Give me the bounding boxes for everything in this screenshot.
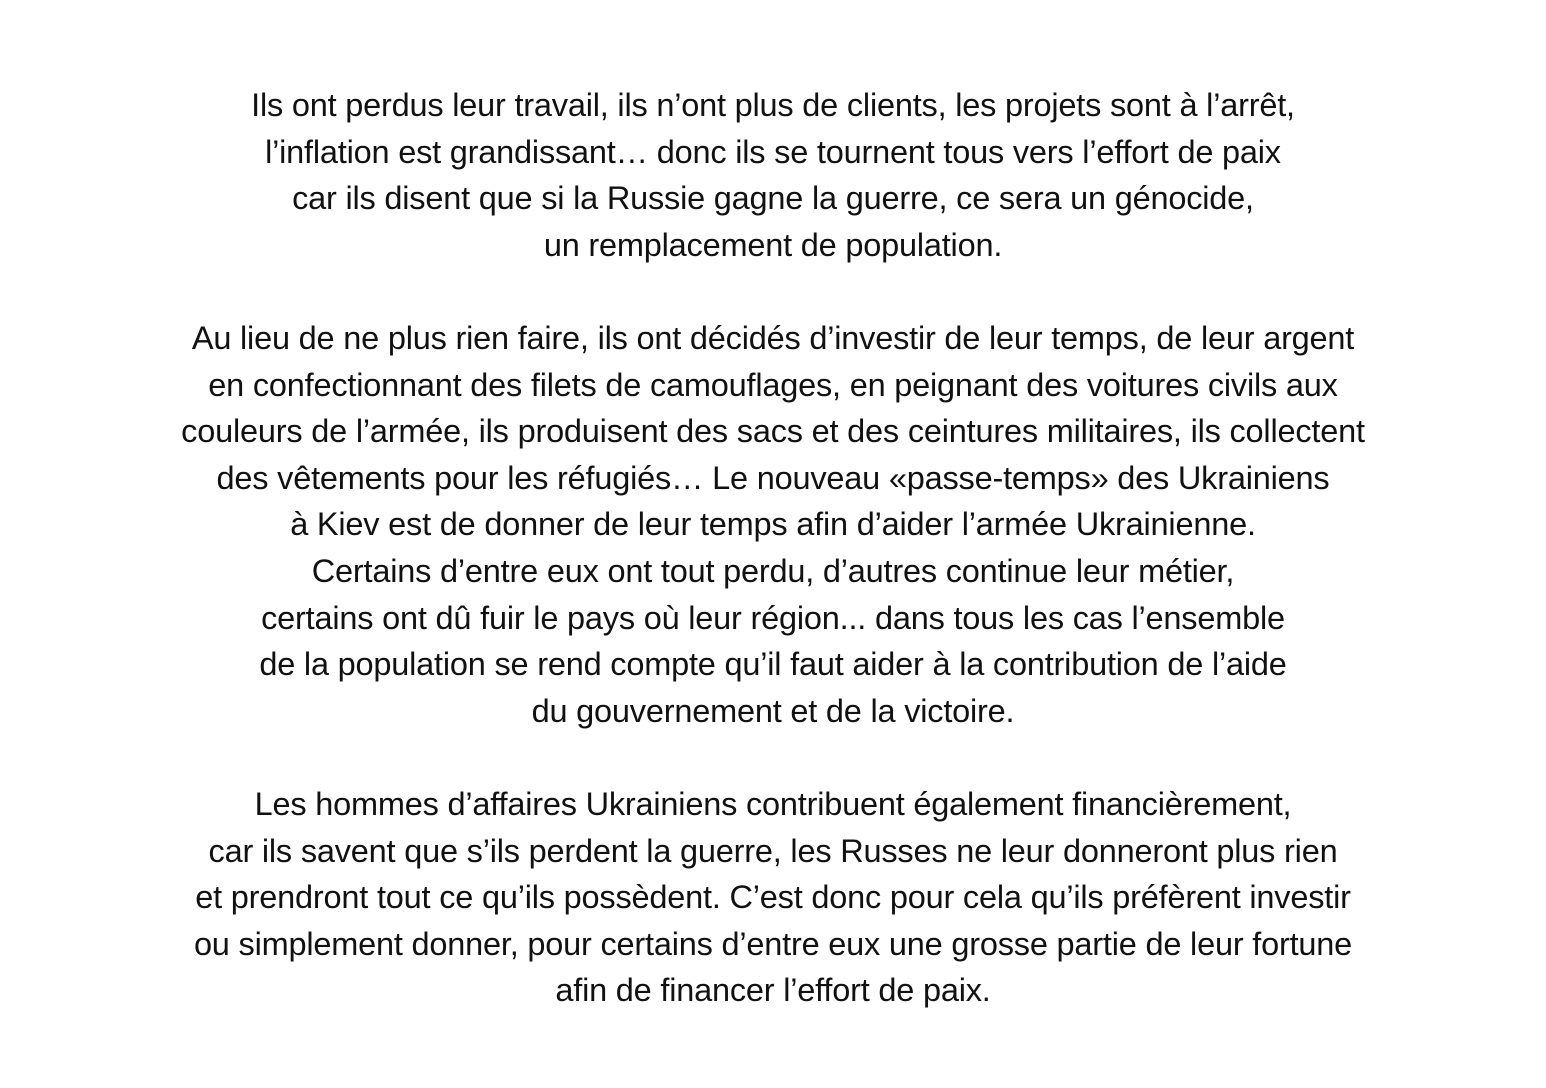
paragraph-line: et prendront tout ce qu’ils possèdent. C’est donc pour cela qu’ils préfèrent investir [195,879,1351,916]
paragraph-line: car ils savent que s’ils perdent la guerre, les Russes ne leur donneront plus rien [208,832,1338,869]
document-page [0,82,1546,1014]
paragraph-line: Les hommes d’affaires Ukrainiens contribuent également financièrement, [254,785,1292,822]
paragraph-line: Au lieu de ne plus rien faire, ils ont décidés d’investir de leur temps, de leur argent [191,319,1355,356]
paragraph-line: l’inflation est grandissant… donc ils se tournent tous vers l’effort de paix [265,133,1281,170]
paragraph-2 [0,315,1546,734]
paragraph-line: du gouvernement et de la victoire. [531,692,1015,729]
paragraph-1 [0,82,1546,268]
paragraph-line: certains ont dû fuir le pays où leur région... dans tous les cas l’ensemble [261,599,1285,636]
paragraph-line: en confectionnant des filets de camouflages, en peignant des voitures civils aux [208,366,1338,403]
paragraph-line: ou simplement donner, pour certains d’entre eux une grosse partie de leur fortune [193,925,1353,962]
paragraph-line: un remplacement de population. [543,226,1003,263]
paragraph-line: de la population se rend compte qu’il faut aider à la contribution de l’aide [259,646,1287,683]
paragraph-line: Ils ont perdus leur travail, ils n’ont plus de clients, les projets sont à l’arrêt, [251,87,1295,123]
paragraph-line: car ils disent que si la Russie gagne la guerre, ce sera un génocide, [292,180,1254,217]
paragraph-3 [0,781,1546,1014]
paragraph-line: Certains d’entre eux ont tout perdu, d’autres continue leur métier, [311,552,1235,589]
paragraph-line: afin de financer l’effort de paix. [555,972,991,1009]
paragraph-line: à Kiev est de donner de leur temps afin d’aider l’armée Ukrainienne. [290,506,1256,543]
paragraph-line: couleurs de l’armée, ils produisent des sacs et des ceintures militaires, ils collectent [181,413,1365,450]
paragraph-line: des vêtements pour les réfugiés… Le nouveau «passe-temps» des Ukrainiens [216,459,1330,496]
